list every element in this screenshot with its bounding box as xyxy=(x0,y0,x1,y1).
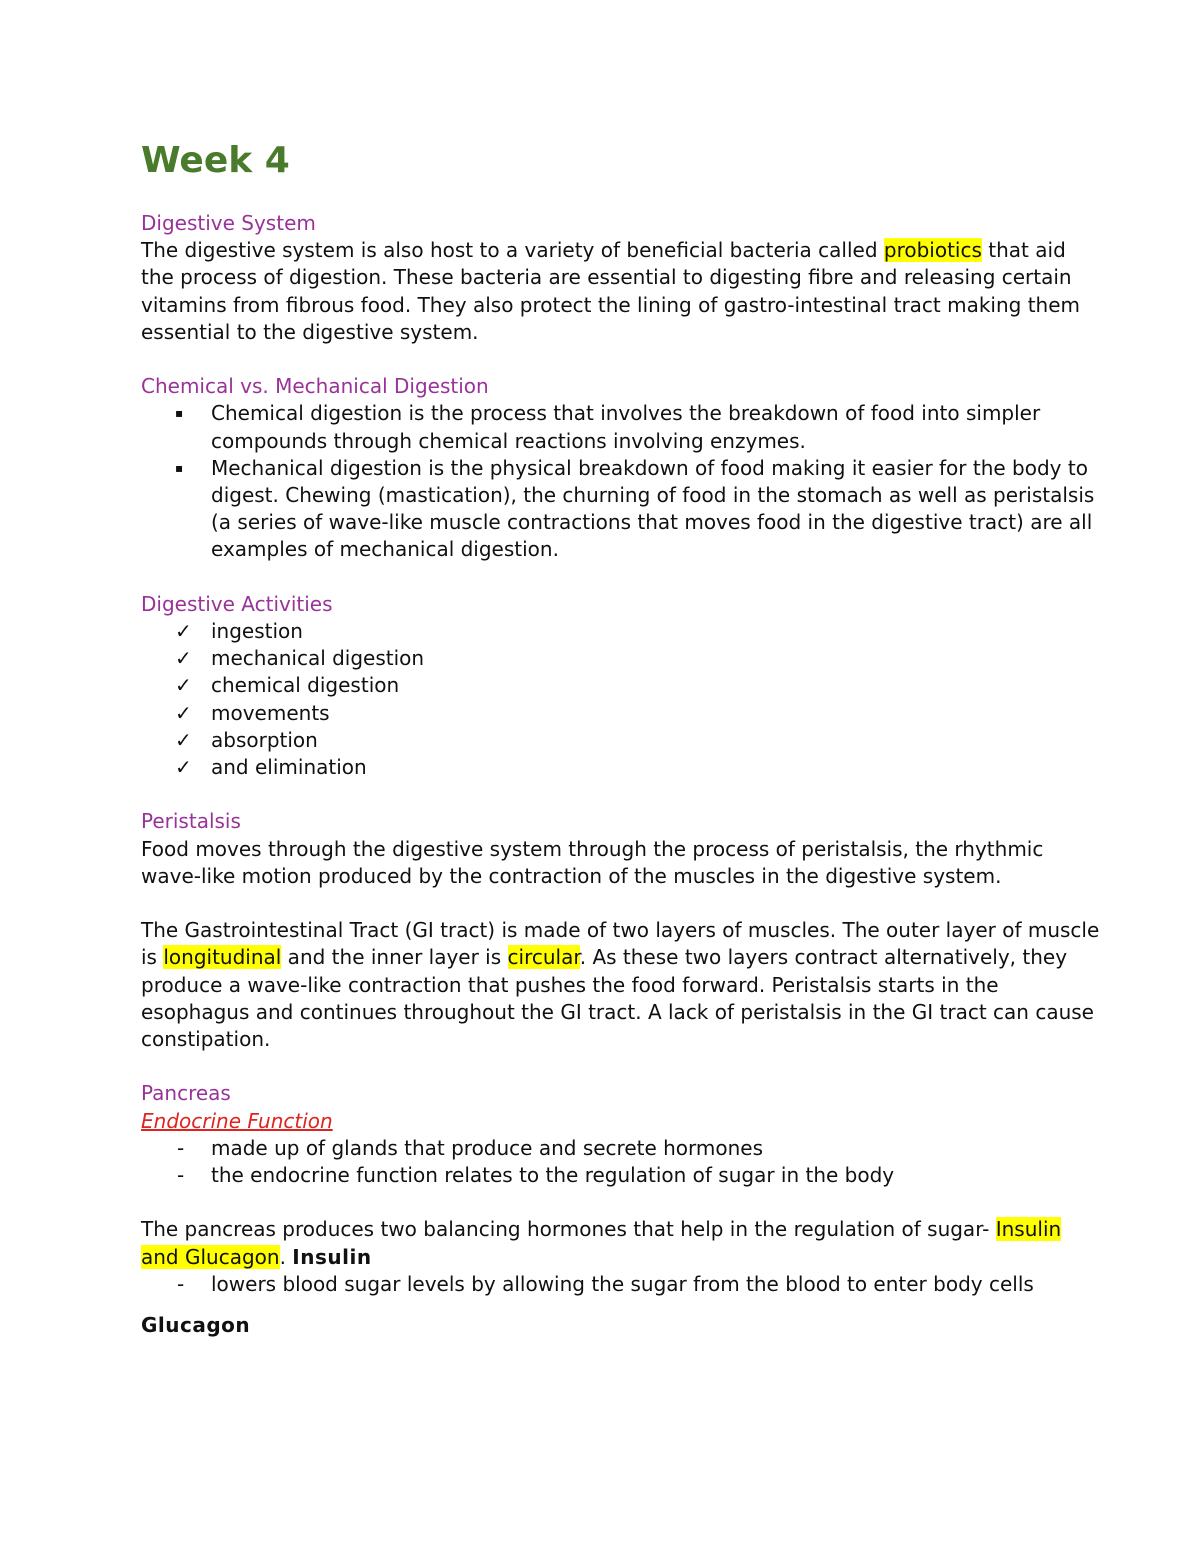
endocrine-list xyxy=(141,1135,1101,1189)
list-item-text: absorption xyxy=(211,727,318,752)
paragraph-gi-tract xyxy=(141,917,1101,1053)
highlight-probiotics: probiotics xyxy=(883,238,982,263)
paragraph-hormones xyxy=(141,1216,1101,1270)
list-item-text: mechanical digestion xyxy=(211,646,425,671)
list-item xyxy=(141,754,1101,781)
list-item xyxy=(141,1162,1101,1189)
checkmark-icon: ✓ xyxy=(175,755,192,780)
text-run: . xyxy=(279,1244,293,1269)
page-title: Week 4 xyxy=(141,140,290,181)
dash-bullet-icon: - xyxy=(177,1271,185,1296)
list-item xyxy=(141,645,1101,672)
spacer xyxy=(141,1053,1101,1080)
checkmark-icon: ✓ xyxy=(175,619,192,644)
text-run: The digestive system is also host to a variety of beneficial bacteria called xyxy=(141,238,884,263)
heading-digestive-activities: Digestive Activities xyxy=(141,591,333,616)
spacer xyxy=(141,1189,1101,1216)
list-item xyxy=(141,618,1101,645)
paragraph-probiotics xyxy=(141,237,1101,346)
list-item xyxy=(141,700,1101,727)
list-item-text: movements xyxy=(211,700,330,725)
list-item xyxy=(141,455,1101,564)
list-item xyxy=(141,1271,1101,1298)
spacer xyxy=(141,890,1101,917)
digestion-types-list xyxy=(141,400,1101,563)
insulin-list xyxy=(141,1271,1101,1298)
label-glucagon: Glucagon xyxy=(141,1313,251,1338)
paragraph-peristalsis: Food moves through the digestive system through the process of peristalsis, the rhythmic wave-like motion produced by the contraction of the muscles in the digestive system. xyxy=(141,836,1044,888)
list-item xyxy=(141,727,1101,754)
spacer xyxy=(141,1298,1101,1312)
list-item-text: Mechanical digestion is the physical breakdown of food making it easier for the body to digest. Chewing (mastication), the churning of food in the stomach as well as peristalsis (a series of wave-like muscle contractions that moves food in the digestive tract) are all examples of mechanical digestion. xyxy=(211,455,1095,562)
list-item-text: ingestion xyxy=(211,619,303,644)
subheading-endocrine-function: Endocrine Function xyxy=(141,1108,333,1133)
square-bullet-icon: ▪ xyxy=(175,460,184,475)
label-insulin: Insulin xyxy=(292,1244,372,1269)
list-item xyxy=(141,1135,1101,1162)
list-item xyxy=(141,400,1101,454)
spacer xyxy=(141,346,1101,373)
text-run: and the inner layer is xyxy=(281,945,508,970)
highlight-insulin-glucagon: Insulin and Glucagon xyxy=(141,1217,1062,1269)
highlight-circular: circular xyxy=(507,945,580,970)
dash-bullet-icon: - xyxy=(177,1163,185,1188)
heading-peristalsis: Peristalsis xyxy=(141,809,241,834)
heading-digestive-system: Digestive System xyxy=(141,211,316,235)
list-item-text: and elimination xyxy=(211,755,367,780)
text-run: The pancreas produces two balancing hormones that help in the regulation of sugar- xyxy=(141,1217,996,1242)
list-item-text: Chemical digestion is the process that involves the breakdown of food into simpler compounds through chemical reactions involving enzymes. xyxy=(211,401,1041,453)
heading-pancreas: Pancreas xyxy=(141,1081,231,1106)
spacer xyxy=(141,781,1101,808)
list-item-text: the endocrine function relates to the regulation of sugar in the body xyxy=(211,1163,895,1188)
checkmark-icon: ✓ xyxy=(175,727,192,752)
checkmark-icon: ✓ xyxy=(175,700,192,725)
list-item-text: chemical digestion xyxy=(211,673,400,698)
list-item-text: made up of glands that produce and secrete hormones xyxy=(211,1135,764,1160)
square-bullet-icon: ▪ xyxy=(175,406,184,421)
list-item xyxy=(141,672,1101,699)
spacer xyxy=(141,564,1101,591)
highlight-longitudinal: longitudinal xyxy=(163,945,282,970)
checkmark-icon: ✓ xyxy=(175,646,192,671)
checkmark-icon: ✓ xyxy=(175,673,192,698)
text-run: The Gastrointestinal Tract (GI tract) is made of two layers of muscles. The outer layer of muscle is xyxy=(141,918,1100,970)
document-body xyxy=(141,138,1101,1339)
text-run: . As these two layers contract alternatively, they produce a wave-like contraction that pushes the food forward. Peristalsis starts in the esophagus and continues throughout the GI tract. A lack of peristalsis in the GI tract can cause constipation. xyxy=(141,945,1094,1052)
activities-checklist xyxy=(141,618,1101,781)
dash-bullet-icon: - xyxy=(177,1135,185,1160)
text-run: that aid the process of digestion. These bacteria are essential to digesting fibre and releasing certain vitamins from fibrous food. They also protect the lining of gastro-intestinal tract making them essential to the digestive system. xyxy=(141,238,1081,344)
list-item-text: lowers blood sugar levels by allowing the sugar from the blood to enter body cells xyxy=(211,1271,1034,1296)
heading-chemical-vs-mechanical: Chemical vs. Mechanical Digestion xyxy=(141,374,489,399)
